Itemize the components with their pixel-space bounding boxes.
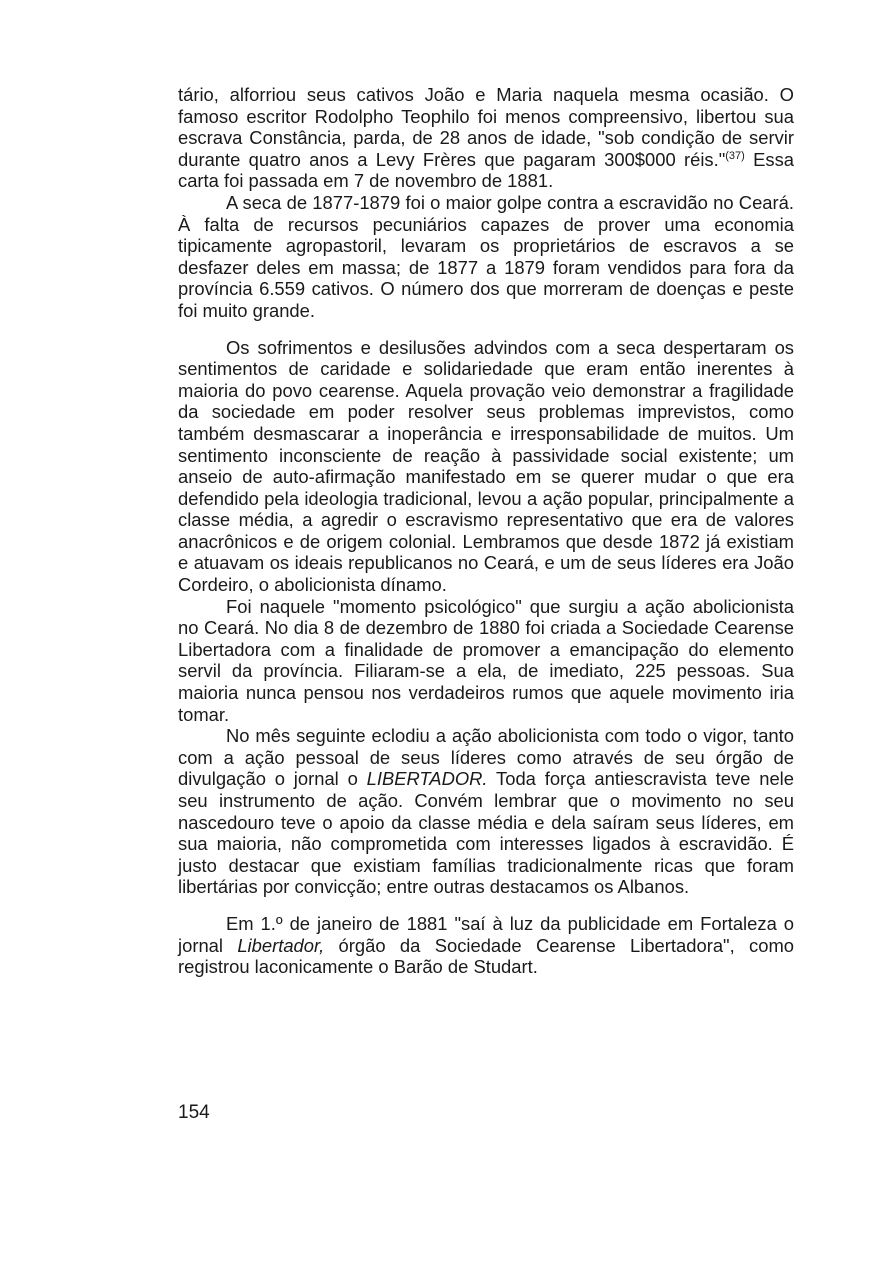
paragraph-6-continuation: órgão da Sociedade Cearense Libertadora", como registrou laconicamente o Barão de Studart. [178,934,794,978]
paragraph-5 [178,725,794,898]
paragraph-6-text: Em 1.º de janeiro de 1881 "saí à luz da publicidade em Fortaleza o jornal [178,912,794,956]
page-number: 154 [178,1102,210,1123]
newspaper-title-libertador: Libertador, [237,934,325,956]
paragraph-5-text: No mês seguinte eclodiu a ação abolicionista com todo o vigor, tanto com a ação pessoal de seus líderes como através de seu órgão de divulgação o jornal o [178,725,794,790]
paragraph-2: A seca de 1877-1879 foi o maior golpe contra a escravidão no Ceará. À falta de recursos pecuniários capazes de prover uma economia tipicamente agropastoril, levaram os proprietários de escravos a se desfazer deles em massa; de 1877 a 1879 foram vendidos para fora da província 6.559 cativos. O número dos que morreram de doenças e peste foi muito grande. [178,191,794,321]
page-body [178,84,794,978]
paragraph-5-continuation: Toda força antiescravista teve nele seu instrumento de ação. Convém lembrar que o movimento no seu nascedouro teve o apoio da classe média e dela saíram seus líderes, em sua maioria, não comprometida com interesses ligados à escravidão. É justo destacar que existiam famílias tradicionalmente ricas que foram libertárias por convicção; entre outras destacamos os Albanos. [178,768,794,898]
paragraph-6 [178,913,794,978]
paragraph-3: Os sofrimentos e desilusões advindos com a seca despertaram os sentimentos de caridade e solidariedade que eram então inerentes à maioria do povo cearense. Aquela provação veio demonstrar a fragilidade da sociedade em poder resolver seus problemas imprevistos, como também desmascarar a inoperância e irresponsabilidade de muitos. Um sentimento inconsciente de reação à passividade social existente; um anseio de auto-afirmação manifestado em se querer mudar o que era defendido pela ideologia tradicional, levou a ação popular, principalmente a classe média, a agredir o escravismo representativo que era de valores anacrônicos e de origem colonial. Lembramos que desde 1872 já existiam e atuavam os ideais republicanos no Ceará, e um de seus líderes era João Cordeiro, o abolicionista dínamo. [178,336,794,596]
paragraph-4: Foi naquele "momento psicológico" que surgiu a ação abolicionista no Ceará. No dia 8 de dezembro de 1880 foi criada a Sociedade Cearense Libertadora com a finalidade de promover a emancipação do elemento servil da província. Filiaram-se a ela, de imediato, 225 pessoas. Sua maioria nunca pensou nos verdadeiros rumos que aquele movimento iria tomar. [178,595,794,725]
paragraph-1-continuation: Essa carta foi passada em 7 de novembro de 1881. [178,148,794,192]
paragraph-1 [178,84,794,192]
footnote-reference: (37) [725,149,745,162]
paragraph-1-text: tário, alforriou seus cativos João e Maria naquela mesma ocasião. O famoso escritor Rodolpho Teophilo foi menos compreensivo, libertou sua escrava Constância, parda, de 28 anos de idade, "sob condição de servir durante quatro anos a Levy Frères que pagaram 300$000 réis." [178,84,794,170]
newspaper-title: LIBERTADOR. [366,768,488,790]
